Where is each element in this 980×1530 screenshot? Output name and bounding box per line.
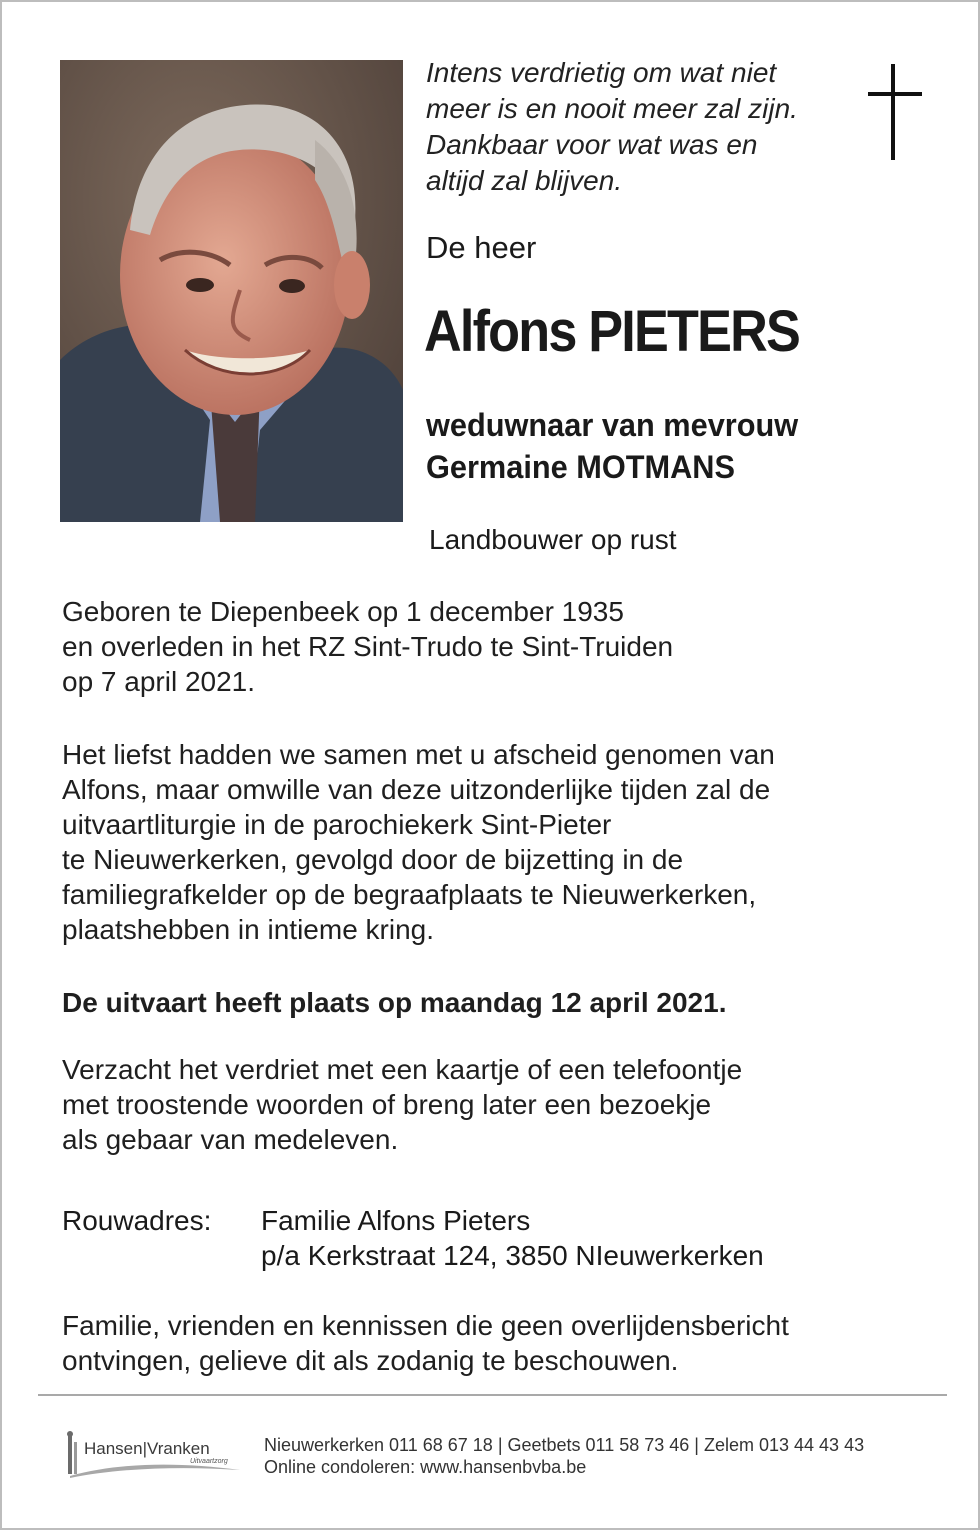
address-line: p/a Kerkstraat 124, 3850 NIeuwerkerken <box>261 1240 764 1271</box>
logo-subtitle: Uitvaartzorg <box>190 1458 228 1465</box>
birth-death-paragraph <box>62 594 673 699</box>
paragraph-line: en overleden in het RZ Sint-Trudo te Sint-Truiden <box>62 631 674 662</box>
honorific: De heer <box>426 230 537 265</box>
widow-line: weduwnaar van mevrouw <box>426 407 799 443</box>
paragraph-line: Het liefst hadden we samen met u afscheid genomen van <box>62 739 775 770</box>
portrait-illustration <box>60 60 403 522</box>
ceremony-paragraph <box>62 737 775 947</box>
paragraph-line: Alfons, maar omwille van deze uitzonderlijke tijden zal de <box>62 774 771 805</box>
logo-wordmark: Hansen|Vranken <box>84 1439 210 1458</box>
footer-phones: Nieuwerkerken 011 68 67 18 | Geetbets 011 58 73 46 | Zelem 013 44 43 43 <box>264 1435 865 1455</box>
footer-online-condolence: Online condoleren: www.hansenbvba.be <box>264 1457 587 1477</box>
paragraph-line: te Nieuwerkerken, gevolgd door de bijzetting in de <box>62 844 684 875</box>
paragraph-line: familiegrafkelder op de begraafplaats te Nieuwerkerken, <box>62 879 757 910</box>
logo-swoosh-icon <box>70 1460 240 1478</box>
paragraph-line: op 7 april 2021. <box>62 666 256 697</box>
paragraph-line: Geboren te Diepenbeek op 1 december 1935 <box>62 596 624 627</box>
paragraph-line: als gebaar van medeleven. <box>62 1124 399 1155</box>
paragraph-line: plaatshebben in intieme kring. <box>62 914 435 945</box>
closing-paragraph <box>62 1308 789 1378</box>
paragraph-line: ontvingen, gelieve dit als zodanig te beschouwen. <box>62 1345 679 1376</box>
memorial-quote <box>426 55 856 199</box>
paragraph-line: Familie, vrienden en kennissen die geen overlijdensbericht <box>62 1310 789 1341</box>
footer-contact <box>264 1434 864 1478</box>
mourning-address <box>261 1203 764 1273</box>
occupation: Landbouwer op rust <box>429 524 677 555</box>
address-line: Familie Alfons Pieters <box>261 1205 531 1236</box>
quote-line: Intens verdrietig om wat niet <box>426 57 777 88</box>
cross-icon <box>864 64 926 162</box>
paragraph-line: Verzacht het verdriet met een kaartje of een telefoontje <box>62 1054 743 1085</box>
widow-line: Germaine MOTMANS <box>426 449 735 485</box>
portrait-photo <box>60 60 403 522</box>
quote-line: Dankbaar voor wat was en <box>426 129 758 160</box>
hansen-vranken-logo <box>62 1430 242 1480</box>
address-label: Rouwadres: <box>62 1205 212 1236</box>
deceased-name: Alfons PIETERS <box>424 299 800 364</box>
paragraph-line: met troostende woorden of breng later een bezoekje <box>62 1089 712 1120</box>
footer-divider <box>38 1394 947 1396</box>
quote-line: meer is en nooit meer zal zijn. <box>426 93 798 124</box>
widow-statement <box>426 404 798 488</box>
funeral-date: De uitvaart heeft plaats op maandag 12 april 2021. <box>62 987 727 1018</box>
condolence-paragraph <box>62 1052 742 1157</box>
quote-line: altijd zal blijven. <box>426 165 623 196</box>
paragraph-line: uitvaartliturgie in de parochiekerk Sint-Pieter <box>62 809 612 840</box>
